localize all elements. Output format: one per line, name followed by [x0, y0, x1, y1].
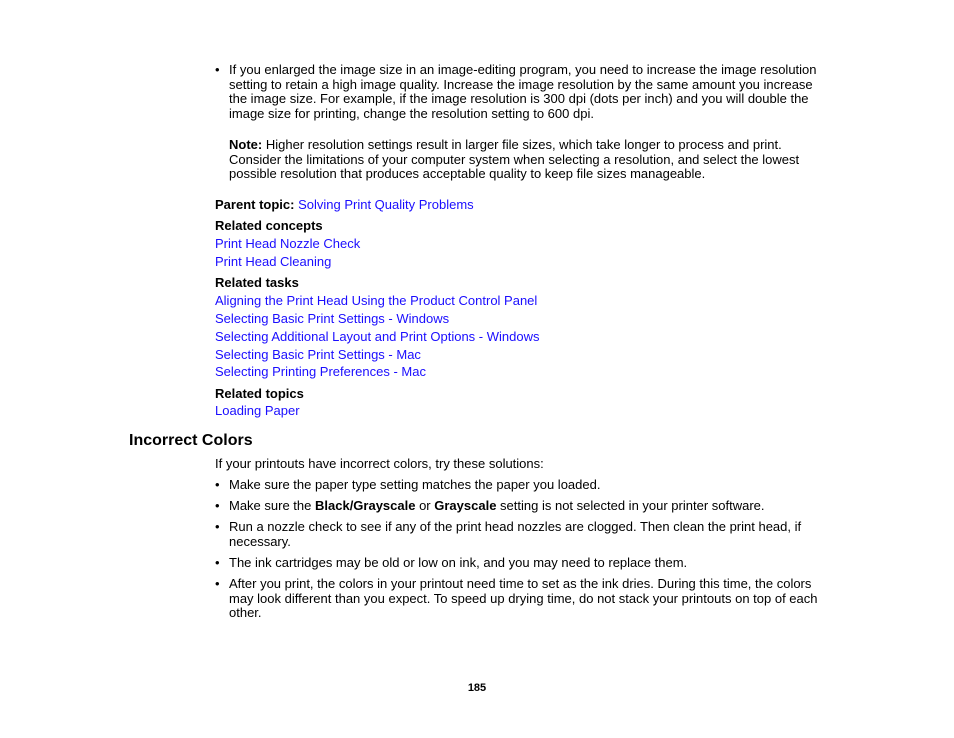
colors-bullet-text: After you print, the colors in your printout need time to set as the ink dries. During this time, the colors may look different than you expect. To speed up drying time, do not stack your printouts on top of each other.: [229, 576, 818, 620]
link-basic-print-settings-mac[interactable]: Selecting Basic Print Settings - Mac: [215, 347, 421, 362]
bullet-marker: •: [215, 555, 220, 570]
note-text: Higher resolution settings result in larger file sizes, which take longer to process and print. Consider the limitations of your computer system when selecting a resolution, and select the lowest possible resolution that produces acceptable quality to keep file sizes manageable.: [229, 137, 800, 181]
bullet-marker: •: [215, 62, 220, 77]
link-print-head-cleaning[interactable]: Print Head Cleaning: [215, 254, 332, 269]
resolution-bullet: [215, 63, 830, 121]
bullet-marker: •: [215, 477, 220, 492]
parent-topic-line: [215, 197, 474, 212]
bullet-marker: •: [215, 576, 220, 591]
colors-bullet-text: setting is not selected in your printer software.: [496, 498, 765, 513]
link-loading-paper[interactable]: Loading Paper: [215, 403, 300, 418]
colors-bullet-grayscale: [215, 499, 830, 514]
page-number: 185: [467, 682, 487, 694]
bullet-marker: •: [215, 519, 220, 534]
link-printing-preferences-mac[interactable]: Selecting Printing Preferences - Mac: [215, 364, 426, 379]
colors-bullet-drying-time: [215, 577, 830, 621]
colors-bullet-paper-type: [215, 478, 830, 493]
black-grayscale-setting: Black/Grayscale: [315, 498, 416, 513]
link-basic-print-settings-windows[interactable]: Selecting Basic Print Settings - Windows: [215, 311, 450, 326]
note-paragraph: [215, 138, 830, 182]
colors-bullet-nozzle-check: [215, 520, 830, 549]
link-print-head-nozzle-check[interactable]: Print Head Nozzle Check: [215, 236, 361, 251]
incorrect-colors-intro: If your printouts have incorrect colors, try these solutions:: [215, 456, 544, 471]
colors-bullet-text: Run a nozzle check to see if any of the print head nozzles are clogged. Then clean the print head, if necessary.: [229, 519, 802, 549]
related-topics-heading: Related topics: [215, 386, 304, 401]
related-tasks-heading: Related tasks: [215, 275, 299, 290]
bullet-marker: •: [215, 498, 220, 513]
parent-topic-label: Parent topic:: [215, 197, 295, 212]
colors-bullet-text: Make sure the: [229, 498, 315, 513]
link-aligning-print-head[interactable]: Aligning the Print Head Using the Product Control Panel: [215, 293, 538, 308]
colors-bullet-text: or: [415, 498, 435, 513]
resolution-bullet-text: If you enlarged the image size in an image-editing program, you need to increase the image resolution setting to retain a high image quality. Increase the image resolution by the same amount you increase the image size. For example, if the image resolution is 300 dpi (dots per inch) and you will double the image size for printing, change the resolution setting to 600 dpi.: [229, 62, 817, 121]
parent-topic-link[interactable]: Solving Print Quality Problems: [298, 197, 474, 212]
colors-bullet-text: The ink cartridges may be old or low on ink, and you may need to replace them.: [229, 555, 688, 570]
section-heading-incorrect-colors: Incorrect Colors: [129, 432, 253, 449]
note-label: Note:: [229, 137, 263, 152]
colors-bullet-text: Make sure the paper type setting matches the paper you loaded.: [229, 477, 601, 492]
related-concepts-heading: Related concepts: [215, 218, 323, 233]
colors-bullet-ink-cartridges: [215, 556, 830, 571]
grayscale-setting: Grayscale: [434, 498, 497, 513]
link-additional-layout-windows[interactable]: Selecting Additional Layout and Print Options - Windows: [215, 329, 540, 344]
